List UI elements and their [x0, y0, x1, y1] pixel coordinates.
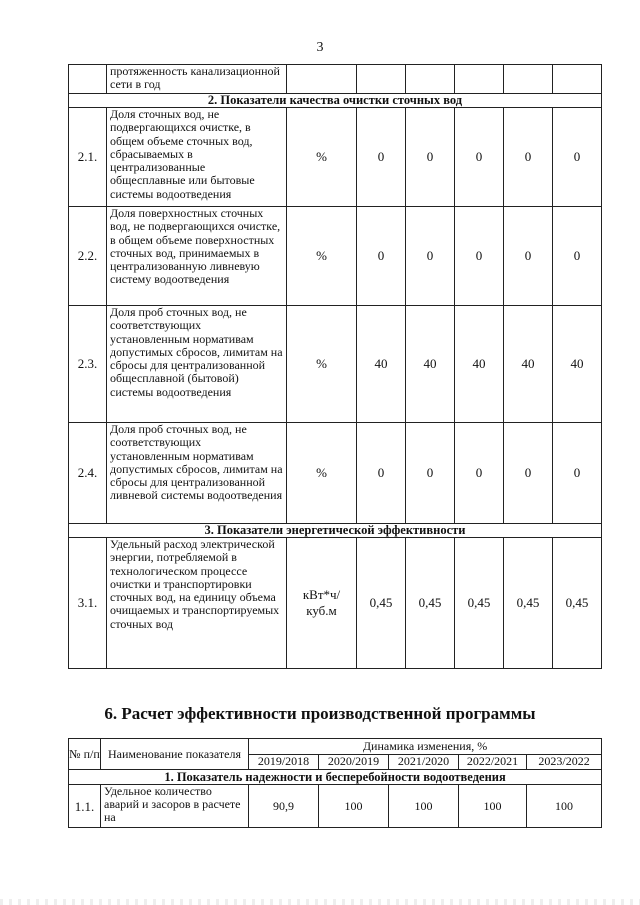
indicators-table — [68, 64, 602, 669]
value-cell: 100 — [527, 785, 602, 828]
value-cell: 0 — [504, 423, 553, 524]
scan-artifact — [0, 899, 640, 905]
year-header: 2020/2019 — [319, 754, 389, 770]
value-cell: 0 — [357, 423, 406, 524]
row-description: Удельный расход электрической энергии, потребляемой в технологическом процессе очистки и транспортировки сточных вод, на единицу объема очищаемых и транспортируемых сточных вод — [107, 538, 287, 669]
value-cell: 0 — [406, 423, 455, 524]
year-header: 2023/2022 — [527, 754, 602, 770]
row-unit: % — [287, 423, 357, 524]
col-header-number: № п/п — [69, 739, 101, 770]
value-cell: 0 — [406, 207, 455, 306]
table-row — [69, 538, 602, 669]
year-header: 2019/2018 — [249, 754, 319, 770]
value-cell: 0 — [357, 207, 406, 306]
table-row — [69, 65, 602, 94]
table-row — [69, 306, 602, 423]
section-title: 6. Расчет эффективности производственной программы — [104, 704, 536, 723]
value-cell: 100 — [389, 785, 459, 828]
row-description: Доля сточных вод, не подвергающихся очистке, в общем объеме сточных вод, сбрасываемых в централизованные общесплавные или бытовые системы водоотведения — [107, 108, 287, 207]
row-number: 2.4. — [69, 423, 107, 524]
value-cell: 0 — [553, 207, 602, 306]
value-cell: 0 — [406, 108, 455, 207]
row-unit: % — [287, 207, 357, 306]
row-description: протяженность канализационной сети в год — [107, 65, 287, 94]
row-description: Удельное количество аварий и засоров в расчете на — [101, 785, 249, 828]
row-description: Доля проб сточных вод, не соответствующих установленным нормативам допустимых сбросов, лимитам на сбросы для централизованной общесплавной (бытовой) системы водоотведения — [107, 306, 287, 423]
page-number: 3 — [316, 40, 324, 55]
value-cell: 0 — [357, 108, 406, 207]
value-cell: 0 — [455, 207, 504, 306]
efficiency-table — [68, 738, 602, 828]
row-number: 2.3. — [69, 306, 107, 423]
value-cell: 0,45 — [406, 538, 455, 669]
table-row — [69, 423, 602, 524]
value-cell: 40 — [553, 306, 602, 423]
value-cell: 40 — [504, 306, 553, 423]
value-cell: 0 — [455, 108, 504, 207]
value-cell: 100 — [459, 785, 527, 828]
table-row — [69, 108, 602, 207]
row-description: Доля проб сточных вод, не соответствующих установленным нормативам допустимых сбросов, лимитам на сбросы для централизованной ливневой системы водоотведения — [107, 423, 287, 524]
value-cell: 40 — [357, 306, 406, 423]
row-unit: % — [287, 108, 357, 207]
value-cell: 0,45 — [357, 538, 406, 669]
table-header-row — [69, 739, 602, 755]
value-cell: 0 — [504, 207, 553, 306]
value-cell: 0 — [553, 108, 602, 207]
value-cell: 0 — [504, 108, 553, 207]
year-header: 2022/2021 — [459, 754, 527, 770]
row-unit: кВт*ч/ куб.м — [287, 538, 357, 669]
row-number: 3.1. — [69, 538, 107, 669]
table-row — [69, 207, 602, 306]
section-heading: 1. Показатель надежности и бесперебойности водоотведения — [69, 770, 602, 785]
value-cell: 0,45 — [553, 538, 602, 669]
value-cell: 40 — [455, 306, 504, 423]
row-description: Доля поверхностных сточных вод, не подвергающихся очистке, в общем объеме поверхностных сточных вод, принимаемых в централизованную ливневую систему водоотведения — [107, 207, 287, 306]
row-number: 1.1. — [69, 785, 101, 828]
row-number: 2.1. — [69, 108, 107, 207]
col-header-dynamics: Динамика изменения, % — [249, 739, 602, 755]
year-header: 2021/2020 — [389, 754, 459, 770]
section-heading: 2. Показатели качества очистки сточных вод — [69, 94, 602, 108]
col-header-name: Наименование показателя — [101, 739, 249, 770]
value-cell: 0,45 — [455, 538, 504, 669]
value-cell: 0,45 — [504, 538, 553, 669]
value-cell: 0 — [553, 423, 602, 524]
value-cell: 40 — [406, 306, 455, 423]
value-cell: 100 — [319, 785, 389, 828]
section-heading: 3. Показатели энергетической эффективности — [69, 524, 602, 538]
row-unit: % — [287, 306, 357, 423]
row-number: 2.2. — [69, 207, 107, 306]
value-cell: 0 — [455, 423, 504, 524]
value-cell: 90,9 — [249, 785, 319, 828]
table-row — [69, 785, 602, 828]
